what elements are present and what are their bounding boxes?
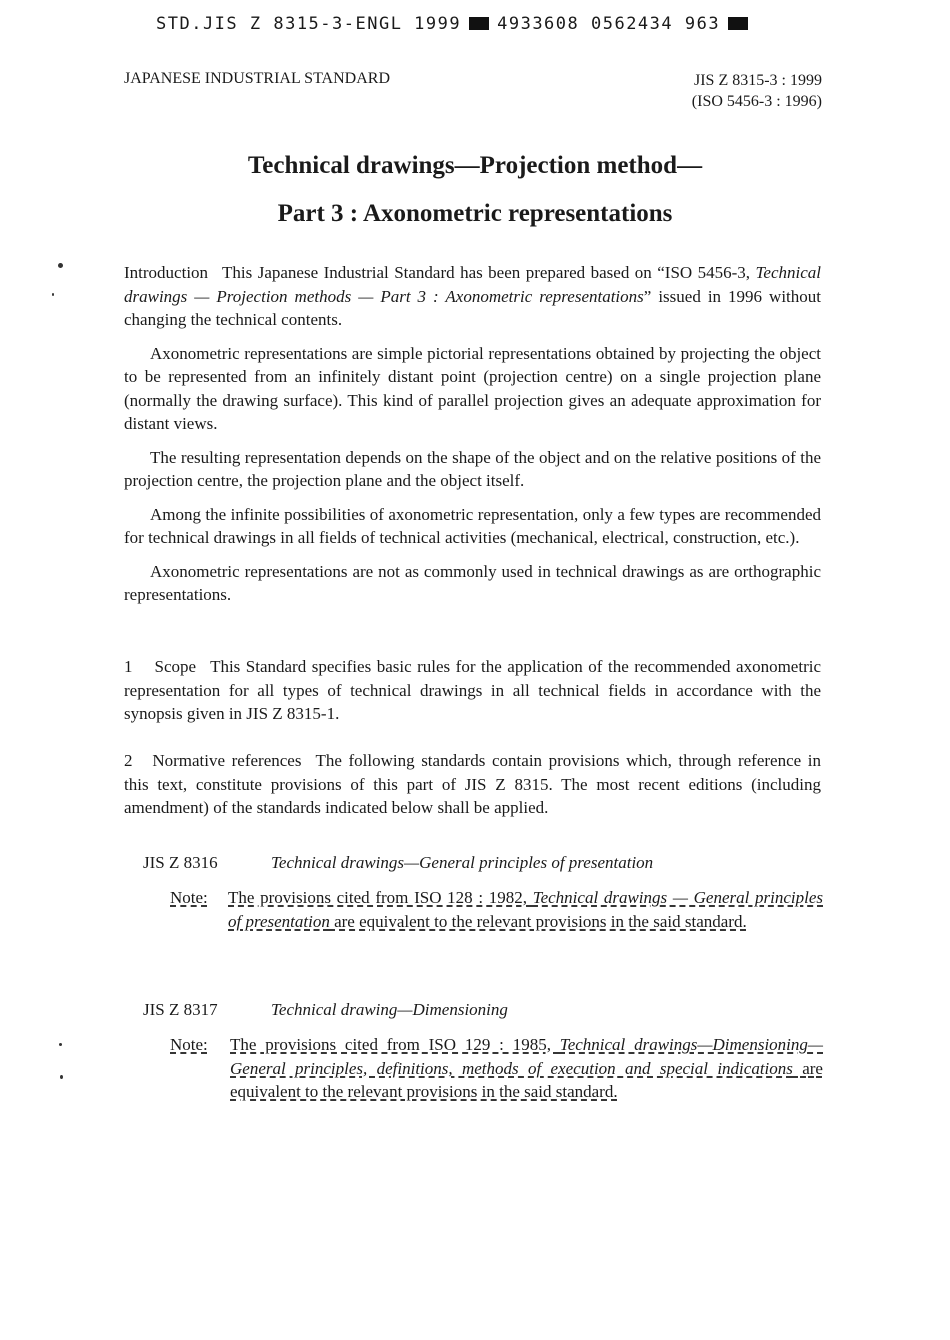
intro-paragraph-5: Axonometric representations are not as commonly used in technical drawings as are orthographic representations. [124,561,821,604]
note-label: Note: [170,1035,208,1054]
reference-title: Technical drawing—Dimensioning [271,1000,508,1019]
stamp-right-a: 4933608 0562434 [497,14,674,34]
stamp-right-b: 963 [684,14,721,34]
intro-paragraph-1: Introduction This Japanese Industrial Standard has been prepared based on “ISO 5456-3, Technical drawings — Projection methods — Part 3 : Axonometric representations” issued in 1996 without changing the technical contents. [124,263,822,329]
scope-section [124,655,821,726]
reference-note-2 [170,1033,823,1104]
note-label: Note: [170,888,208,907]
stamp-block-mark [469,17,489,30]
intro-paragraph-3: The resulting representation depends on the shape of the object and on the relative positions of the projection centre, the projection plane and the object itself. [124,447,821,490]
stamp-block-mark-end [728,17,748,30]
scan-speck [52,293,54,296]
normative-heading: Normative references [152,751,302,770]
scan-speck [59,1043,62,1046]
jis-code: JIS Z 8315-3 : 1999 [694,72,822,89]
stamp-left: STD.JIS Z 8315-3-ENGL 1999 [156,14,462,34]
scope-number: 1 [124,657,133,676]
standard-organization: JAPANESE INDUSTRIAL STANDARD [124,70,390,87]
reference-jis-z-8317 [143,1000,508,1020]
introduction-section [124,261,821,607]
scope-heading: Scope [154,657,197,676]
intro-heading: Introduction [124,263,209,282]
normative-number: 2 [124,751,133,770]
reference-jis-z-8316 [143,853,653,873]
title-line-1: Technical drawings—Projection method— [247,152,703,179]
reference-title: Technical drawings—General principles of presentation [271,853,654,872]
normative-section [124,749,821,820]
intro-paragraph-4: Among the infinite possibilities of axonometric representation, only a few types are recommended for technical drawings in all fields of technical activities (mechanical, electrical, construction, etc.). [124,504,821,547]
note-text: The provisions cited from ISO 128 : 1982, Technical drawings — General principles of presentation are equivalent to the relevant provisions in the said standard. [228,888,824,931]
iso-code: (ISO 5456-3 : 1996) [691,93,822,110]
scan-speck [60,1075,63,1079]
note-text: The provisions cited from ISO 129 : 1985, Technical drawings—Dimensioning—General principles, definitions, methods of execution and special indications are equivalent to the relevant provisions in the said standard. [230,1035,824,1101]
catalog-stamp [156,14,756,34]
intro-paragraph-2: Axonometric representations are simple pictorial representations obtained by projecting the object to be represented from an infinitely distant point (projection centre) on a single projection plane (normally the drawing surface). This kind of parallel projection gives an adequate approximation for distant views. [124,343,821,433]
scope-paragraph: 1 Scope This Standard specifies basic rules for the application of the recommended axonometric representation for all types of technical drawings in all technical fields in accordance with the synopsis given in JIS Z 8315-1. [124,657,821,723]
scan-speck [58,263,63,268]
standard-identifiers [692,70,822,112]
title-line-2: Part 3 : Axonometric representations [277,200,673,227]
reference-code: JIS Z 8317 [143,1000,218,1019]
reference-note-1 [170,886,823,933]
reference-code: JIS Z 8316 [143,853,218,872]
normative-paragraph: 2 Normative references The following standards contain provisions which, through reference in this text, constitute provisions of this part of JIS Z 8315. The most recent editions (including amendment) of the standards indicated below shall be applied. [124,751,822,817]
